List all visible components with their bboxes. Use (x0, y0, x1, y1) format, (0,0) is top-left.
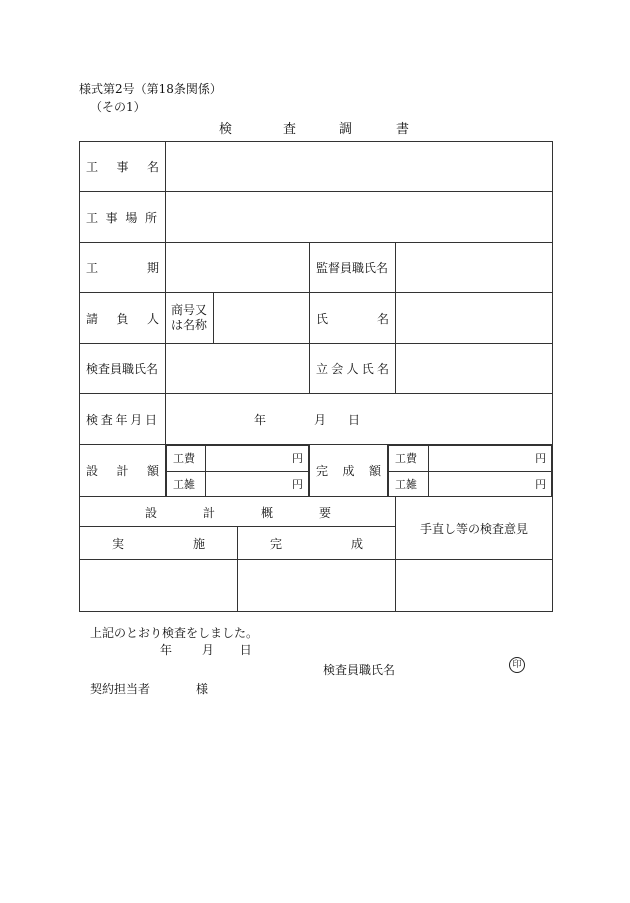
completion-amount-block (388, 445, 553, 497)
design-cost-b-field[interactable]: 円 (206, 471, 309, 496)
page-title (0, 118, 630, 137)
contract-person: 契約担当者 (90, 682, 151, 696)
title-char: 調 (339, 122, 353, 137)
label-design-overview: 設 計 概 要 (80, 497, 396, 527)
completion-field[interactable] (238, 560, 396, 612)
footer-date: 年 月 日 (160, 643, 252, 657)
completion-cost-a-label: 工費 (389, 446, 429, 472)
completion-cost-b-label: 工雑 (389, 471, 429, 496)
label-construction-name: 工 事 名 (80, 142, 166, 192)
label-supervisor: 監督員職氏名 (310, 243, 396, 293)
inspection-date-field[interactable] (166, 394, 553, 445)
label-implementation: 実 施 (80, 527, 238, 560)
construction-site-field[interactable] (166, 192, 553, 243)
label-completion-amount: 完 成 額 (310, 445, 388, 497)
date-year: 年 (254, 413, 267, 427)
statement: 上記のとおり検査をしました。 (90, 626, 259, 640)
label-completion: 完 成 (238, 527, 396, 560)
inspection-form-table (79, 141, 553, 612)
completion-cost-a-field[interactable]: 円 (429, 446, 552, 472)
name-field[interactable] (396, 293, 553, 344)
construction-name-field[interactable] (166, 142, 553, 192)
label-period: 工 期 (80, 243, 166, 293)
title-char: 査 (283, 122, 297, 137)
label-opinion: 手直し等の検査意見 (396, 497, 553, 560)
label-trade-name: 商号又 は名称 (166, 293, 214, 344)
trade-name-field[interactable] (214, 293, 310, 344)
inspector-field[interactable] (166, 344, 310, 394)
design-cost-a-field[interactable]: 円 (206, 446, 309, 472)
title-char: 書 (396, 122, 410, 137)
label-witness: 立 会 人 氏 名 (310, 344, 396, 394)
sub-number: （その1） (90, 100, 146, 114)
design-cost-a-label: 工費 (167, 446, 206, 472)
date-month: 月 (314, 413, 327, 427)
completion-cost-b-field[interactable]: 円 (429, 471, 552, 496)
witness-field[interactable] (396, 344, 553, 394)
title-char: 検 (219, 122, 233, 137)
label-construction-site: 工 事 場 所 (80, 192, 166, 243)
date-day: 日 (348, 413, 361, 427)
label-name: 氏 名 (310, 293, 396, 344)
supervisor-field[interactable] (396, 243, 553, 293)
opinion-field[interactable] (396, 560, 553, 612)
label-design-amount: 設 計 額 (80, 445, 166, 497)
honorific: 様 (196, 682, 209, 696)
period-field[interactable] (166, 243, 310, 293)
seal-icon: 印 (509, 657, 525, 673)
form-number: 様式第2号（第18条関係） (79, 82, 222, 96)
footer-inspector-label: 検査員職氏名 (323, 663, 396, 677)
label-inspector: 検査員職氏名 (80, 344, 166, 394)
label-inspection-date: 検 査 年 月 日 (80, 394, 166, 445)
implementation-field[interactable] (80, 560, 238, 612)
label-contractor: 請 負 人 (80, 293, 166, 344)
design-cost-b-label: 工雑 (167, 471, 206, 496)
design-amount-block (166, 445, 310, 497)
